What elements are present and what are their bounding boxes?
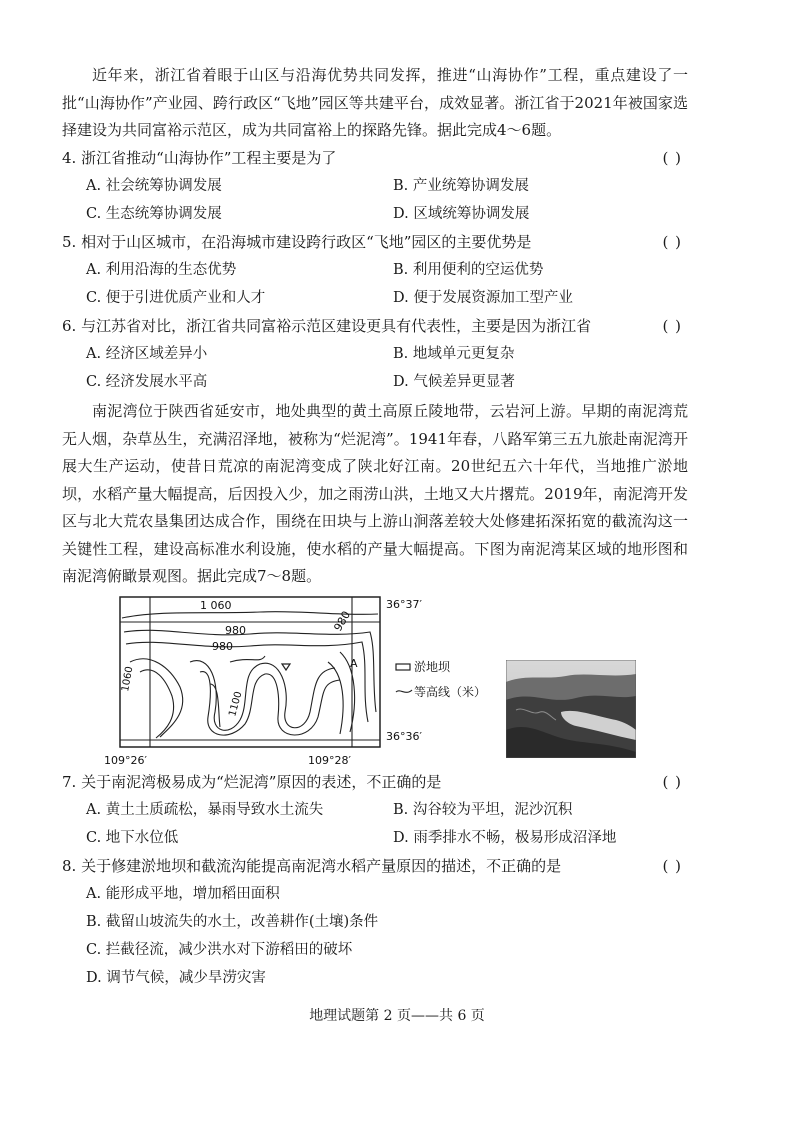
legend-contour-label: 等高线（米） (414, 685, 487, 699)
option-d: D. 区域统筹协调发展 (393, 206, 530, 222)
option-a: A. 社会统筹协调发展 (86, 178, 222, 194)
lat-bottom-label: 36°36′ (386, 730, 422, 743)
contour-label: 1060 (120, 665, 136, 693)
question-stem: 5. 相对于山区城市，在沿海城市建设跨行政区“飞地”园区的主要优势是 (62, 233, 532, 251)
option-d: D. 调节气候，减少旱涝灾害 (86, 970, 266, 986)
contour-label: 1100 (227, 690, 245, 718)
contour-label: 980 (331, 608, 354, 634)
option-a: A. 经济区域差异小 (86, 346, 208, 362)
passage-1: 近年来，浙江省着眼于山区与沿海优势共同发挥，推进“山海协作”工程，重点建设了一批“山海协作”产业园、跨行政区“飞地”园区等共建平台，成效显著。浙江省于2021年被国家选择建设为共同富裕示范区，成为共同富裕上的探路先锋。据此完成4～6题。 (62, 66, 688, 139)
option-a: A. 能形成平地，增加稻田面积 (86, 886, 280, 902)
page-footer: 地理试题第 2 页——共 6 页 (309, 1008, 485, 1024)
check-dam-marker (282, 664, 290, 670)
contour-label: 980 (212, 640, 233, 653)
option-d: D. 气候差异更显著 (393, 374, 515, 390)
option-b: B. 利用便利的空运优势 (393, 262, 544, 278)
question-stem: 6. 与江苏省对比，浙江省共同富裕示范区建设更具有代表性，主要是因为浙江省 (62, 317, 592, 335)
question-5 (62, 230, 702, 254)
answer-bracket: ( ) (662, 773, 682, 791)
answer-bracket: ( ) (662, 317, 682, 335)
option-a: A. 黄土土质疏松，暴雨导致水土流失 (86, 802, 324, 818)
point-a-label: A (350, 657, 358, 670)
lon-right-label: 109°28′ (308, 754, 351, 767)
dam-legend-icon (396, 664, 410, 670)
question-stem: 7. 关于南泥湾极易成为“烂泥湾”原因的表述，不正确的是 (62, 773, 442, 791)
contour-label: 1 060 (200, 599, 232, 612)
answer-bracket: ( ) (662, 233, 682, 251)
question-8 (62, 854, 702, 878)
option-b: B. 产业统筹协调发展 (393, 178, 529, 194)
option-b: B. 地域单元更复杂 (393, 346, 515, 362)
option-b: B. 截留山坡流失的水土，改善耕作(土壤)条件 (86, 914, 379, 930)
question-stem: 8. 关于修建淤地坝和截流沟能提高南泥湾水稻产量原因的描述，不正确的是 (62, 857, 562, 875)
contour-label: 980 (225, 624, 246, 637)
lat-top-label: 36°37′ (386, 598, 422, 611)
aerial-landscape-photo (506, 660, 636, 758)
option-c: C. 便于引进优质产业和人才 (86, 290, 266, 306)
option-c: C. 经济发展水平高 (86, 374, 208, 390)
answer-bracket: ( ) (662, 857, 682, 875)
option-c: C. 地下水位低 (86, 830, 179, 846)
passage-2: 南泥湾位于陕西省延安市，地处典型的黄土高原丘陵地带，云岩河上游。早期的南泥湾荒无人烟，杂草丛生，充满沼泽地，被称为“烂泥湾”。1941年春，八路军第三五九旅赴南泥湾开展大生产运动，使昔日荒凉的南泥湾变成了陕北好江南。20世纪五六十年代，当地推广淤地坝，水稻产量大幅提高，后因投入少，加之雨涝山洪，土地又大片撂荒。2019年，南泥湾开发区与北大荒农垦集团达成合作，围绕在田块与上游山涧落差较大处修建拓深拓宽的截流沟这一关键性工程，建设高标准水利设施，使水稻的产量大幅提高。下图为南泥湾某区域的地形图和南泥湾俯瞰景观图。据此完成7～8题。 (62, 402, 688, 585)
contour-legend-icon (396, 690, 412, 692)
option-c: C. 拦截径流，减少洪水对下游稻田的破坏 (86, 942, 353, 958)
option-a: A. 利用沿海的生态优势 (86, 262, 237, 278)
legend-dam-label: 淤地坝 (414, 660, 451, 674)
topographic-map (100, 592, 510, 772)
option-d: D. 雨季排水不畅，极易形成沼泽地 (393, 830, 617, 846)
option-b: B. 沟谷较为平坦，泥沙沉积 (393, 802, 573, 818)
question-6 (62, 314, 702, 338)
lon-left-label: 109°26′ (104, 754, 147, 767)
option-c: C. 生态统筹协调发展 (86, 206, 222, 222)
answer-bracket: ( ) (662, 149, 682, 167)
question-stem: 4. 浙江省推动“山海协作”工程主要是为了 (62, 149, 337, 167)
option-d: D. 便于发展资源加工型产业 (393, 290, 573, 306)
question-7 (62, 770, 702, 794)
question-4 (62, 146, 702, 170)
